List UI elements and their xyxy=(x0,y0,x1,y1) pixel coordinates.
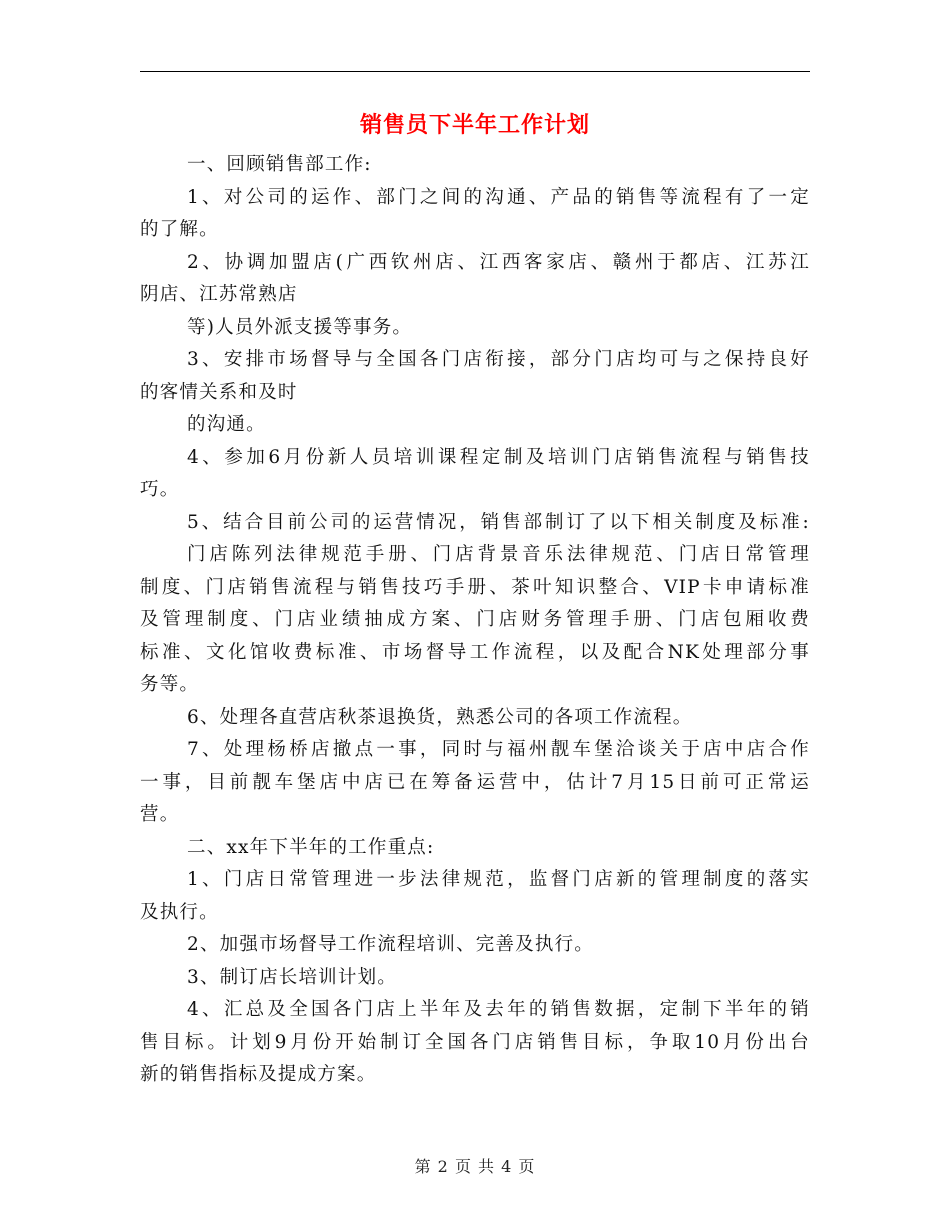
header-rule xyxy=(140,71,810,72)
paragraph-line: 1、门店日常管理进一步法律规范，监督门店新的管理制度的落实 xyxy=(187,869,810,890)
paragraph-line: 的了解。 xyxy=(140,219,219,240)
paragraph-line: 5、结合目前公司的运营情况，销售部制订了以下相关制度及标准: xyxy=(187,511,810,533)
document-title: 销售员下半年工作计划 xyxy=(359,112,590,138)
paragraph-line: 6、处理各直营店秋茶退换货，熟悉公司的各项工作流程。 xyxy=(187,706,693,728)
paragraph-line: 及管理制度、门店业绩抽成方案、门店财务管理手册、门店包厢收费 xyxy=(140,609,810,630)
paragraph-line: 2、加强市场督导工作流程培训、完善及执行。 xyxy=(187,934,594,955)
paragraph-line: 及执行。 xyxy=(140,901,219,923)
paragraph-line: 3、安排市场督导与全国各门店衔接，部分门店均可与之保持良好 xyxy=(187,349,810,370)
paragraph-line: 等)人员外派支援等事务。 xyxy=(187,316,413,338)
paragraph-line: 巧。 xyxy=(140,479,180,500)
paragraph-line: 门店陈列法律规范手册、门店背景音乐法律规范、门店日常管理 xyxy=(187,544,810,565)
paragraph-line: 的客情关系和及时 xyxy=(140,381,298,403)
paragraph-line: 7、处理杨桥店撤点一事，同时与福州靓车堡洽谈关于店中店合作 xyxy=(187,739,810,760)
paragraph-line: 的沟通。 xyxy=(187,414,266,435)
paragraph-line: 1、对公司的运作、部门之间的沟通、产品的销售等流程有了一定 xyxy=(187,186,810,208)
paragraph-line: 新的销售指标及提成方案。 xyxy=(140,1064,377,1085)
paragraph-line: 4、参加6月份新人员培训课程定制及培训门店销售流程与销售技 xyxy=(187,446,810,468)
paragraph-line: 标准、文化馆收费标准、市场督导工作流程，以及配合NK处理部分事 xyxy=(140,641,810,663)
page-number: 第 2 页 共 4 页 xyxy=(414,1157,536,1176)
paragraph-line: 售目标。计划9月份开始制订全国各门店销售目标，争取10月份出台 xyxy=(140,1031,810,1053)
section-heading: 一、回顾销售部工作: xyxy=(187,154,372,175)
paragraph-line: 一事，目前靓车堡店中店已在筹备运营中，估计7月15日前可正常运 xyxy=(140,771,810,793)
document-body xyxy=(140,149,810,1092)
paragraph-line: 制度、门店销售流程与销售技巧手册、茶叶知识整合、VIP卡申请标准 xyxy=(140,576,810,598)
section-heading: 二、xx年下半年的工作重点: xyxy=(187,836,435,858)
paragraph-line: 务等。 xyxy=(140,674,200,695)
paragraph-line: 营。 xyxy=(140,804,180,825)
paragraph-line: 4、汇总及全国各门店上半年及去年的销售数据，定制下半年的销 xyxy=(187,999,810,1020)
paragraph-line: 阴店、江苏常熟店 xyxy=(140,284,298,305)
paragraph-line: 3、制订店长培训计划。 xyxy=(187,966,397,988)
paragraph-line: 2、协调加盟店(广西钦州店、江西客家店、赣州于都店、江苏江 xyxy=(187,251,810,273)
